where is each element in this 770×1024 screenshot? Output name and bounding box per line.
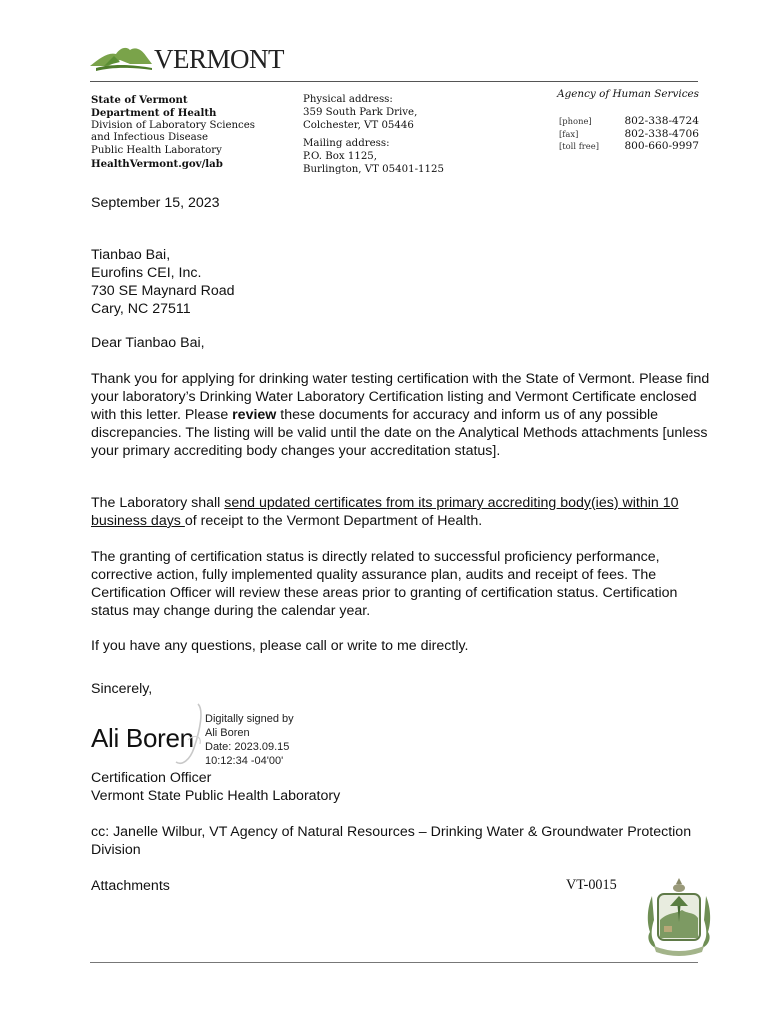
tollfree-number: 800-660-9997 [624,140,699,153]
phone-row [549,115,699,128]
vermont-seal-icon [642,876,716,960]
recipient-street: 730 SE Maynard Road [91,283,235,299]
recipient-company: Eurofins CEI, Inc. [91,265,202,281]
salutation: Dear Tianbao Bai, [91,335,205,351]
division-line: Division of Laboratory Sciences [91,119,256,131]
logo-wordmark: VERMONT [154,44,284,74]
recipient-address [91,246,711,318]
signer-title [91,769,711,805]
phone-number: 802-338-4724 [624,114,699,127]
paragraph-3: The granting of certification status is directly related to successful proficiency performance, corrective action, fully implemented quality assurance plan, audits and receipt of fees. The Certification Officer will review these areas prior to granting of certification status. Certification status may change during the calendar year. [91,549,678,619]
tollfree-row [549,140,699,153]
state-line: State of Vermont [91,94,188,106]
signature-detail-line: 10:12:34 -04'00' [205,755,284,767]
phone-label: [phone] [559,115,592,126]
paragraph-2-start: The Laboratory shall [91,495,225,511]
cc-line: cc: Janelle Wilbur, VT Agency of Natural Resources – Drinking Water & Groundwater Protection Division [91,824,692,858]
mailing-address-city: Burlington, VT 05401-1125 [303,163,444,175]
signer-role: Certification Officer [91,770,212,786]
division-line-2: and Infectious Disease [91,132,209,144]
signature-detail-line: Ali Boren [205,727,250,739]
physical-address-label: Physical address: [303,94,393,105]
paragraph-1 [91,370,711,460]
recipient-city: Cary, NC 27511 [91,301,191,317]
fax-row [549,128,699,141]
physical-address-line: 359 South Park Drive, [303,106,418,118]
reference-code: VT-0015 [566,877,617,893]
tollfree-label: [toll free] [559,141,599,152]
underlined-requirement: send updated certificates from its primary accrediting body(ies) within 10 business days [91,495,679,529]
fax-number: 802-338-4706 [624,127,699,140]
department-info [91,94,255,171]
recipient-name: Tianbao Bai, [91,247,171,263]
paragraph-1-end: these documents for accuracy and inform us of any possible discrepancies. The listing will be valid until the date on the Analytical Methods attachments [unless your primary accrediting body changes your accreditation status]. [91,407,708,459]
signature-name: Ali Boren [91,723,194,753]
paragraph-2-end: of receipt to the Vermont Department of Health. [184,513,483,529]
mailing-address-label: Mailing address: [303,138,390,150]
physical-address-city: Colchester, VT 05446 [303,119,414,131]
department-line: Department of Health [91,106,217,119]
fax-label: [fax] [559,128,579,139]
agency-name: Agency of Human Services [557,88,699,100]
digital-signature-details [205,712,294,768]
signer-organization: Vermont State Public Health Laboratory [91,788,341,804]
paragraph-4: If you have any questions, please call or write to me directly. [91,638,469,654]
closing: Sincerely, [91,681,153,697]
attachments-label: Attachments [91,878,170,894]
signature-detail-line: Digitally signed by [205,713,294,725]
header-divider [90,81,698,82]
website-link[interactable]: HealthVermont.gov/lab [91,157,223,170]
address-info [303,94,444,177]
review-emphasis: review [232,407,277,423]
footer-divider [90,962,698,963]
signature-mark-icon [170,700,210,770]
signature-detail-line: Date: 2023.09.15 [205,741,290,753]
paragraph-2 [91,494,711,530]
lab-line: Public Health Laboratory [91,145,222,157]
letter-date: September 15, 2023 [91,195,220,211]
contact-info [549,88,699,153]
mailing-address-line: P.O. Box 1125, [303,151,378,163]
paragraph-1-start: Thank you for applying for drinking water testing certification with the State of Vermont. Please find your laboratory’s Drinking Water Laboratory Certification listing and Vermont Certificate enclosed with this letter. Please [91,371,710,423]
